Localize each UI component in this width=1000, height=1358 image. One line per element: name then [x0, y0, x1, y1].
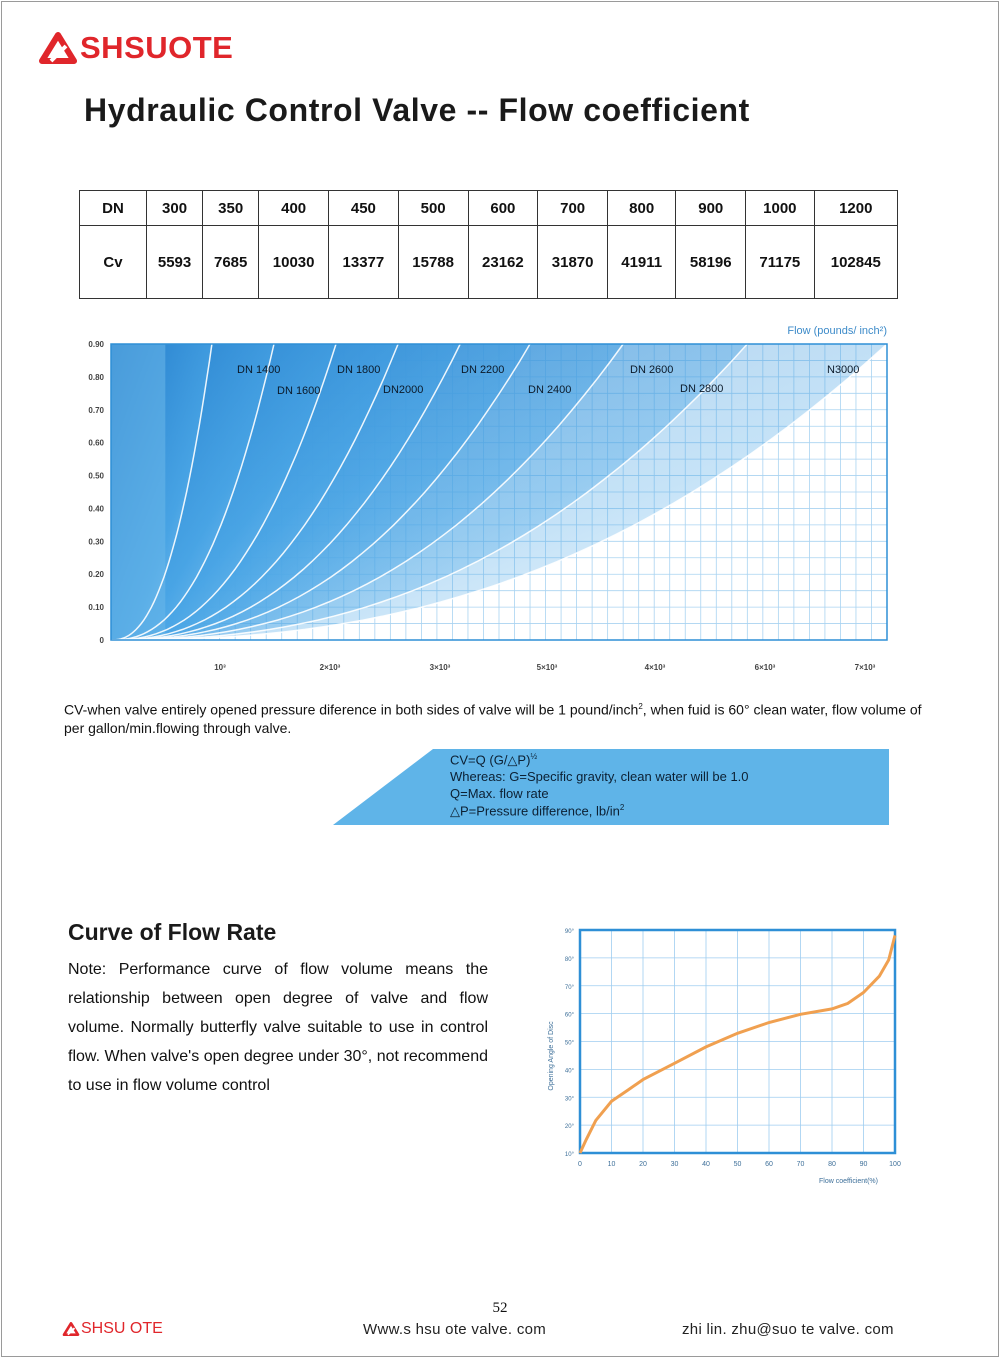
- flow-rate-x-tick: 20: [639, 1161, 647, 1168]
- flow-chart-x-tick: 2×10³: [319, 663, 341, 672]
- cv-table-cv-cell: 102845: [814, 226, 897, 299]
- brand-mark-icon: [38, 32, 78, 64]
- flow-series-label: DN 1400: [237, 364, 281, 376]
- flow-rate-y-tick: 20°: [564, 1124, 574, 1131]
- cv-table-header-cell: DN: [80, 191, 147, 226]
- footer-logo: [62, 1320, 163, 1338]
- cv-table-dn-cell: 700: [538, 191, 608, 226]
- flow-series-label: DN 2200: [461, 364, 505, 376]
- formula-expression: CV=Q (G/△P): [450, 752, 531, 768]
- curve-section-title: Curve of Flow Rate: [68, 919, 277, 945]
- flow-chart-x-tick: 3×10³: [429, 663, 451, 672]
- cv-definition-note: [64, 698, 944, 737]
- footer-brand-name: SHSU OTE: [81, 1320, 163, 1337]
- flow-rate-x-tick: 10: [607, 1161, 616, 1168]
- cv-note-text-end: , when fuid is 60° clean water, flow volume of per gallon/min.flowing through valve.: [64, 701, 922, 736]
- cv-table-dn-cell: 350: [203, 191, 259, 226]
- cv-table-dn-cell: 500: [398, 191, 468, 226]
- flow-series-label: DN 2400: [528, 384, 572, 396]
- flow-series-label: DN 2800: [680, 383, 724, 395]
- flow-rate-ylabel: Opening Angle of Disc: [548, 1021, 555, 1091]
- flow-rate-x-tick: 60: [765, 1161, 773, 1168]
- flow-rate-y-tick: 70°: [564, 984, 574, 991]
- flow-chart-x-tick: 6×10³: [754, 663, 776, 672]
- cv-table-cv-row: [80, 226, 898, 299]
- flow-rate-y-tick: 40°: [564, 1068, 574, 1075]
- flow-rate-y-tick: 50°: [564, 1040, 574, 1047]
- flow-rate-curve-chart: [545, 918, 910, 1196]
- formula-line-4: [450, 803, 624, 819]
- flow-rate-x-tick: 80: [828, 1161, 836, 1168]
- flow-chart-y-tick: 0.20: [88, 570, 104, 580]
- cv-table-cv-cell: 41911: [608, 226, 676, 299]
- cv-table-cv-cell: 71175: [746, 226, 814, 299]
- cv-table-cv-cell: 31870: [538, 226, 608, 299]
- flow-series-label: DN 1600: [277, 385, 321, 397]
- cv-table-dn-cell: 400: [259, 191, 329, 226]
- cv-table-cv-cell: 15788: [398, 226, 468, 299]
- cv-table-cv-cell: 10030: [259, 226, 329, 299]
- cv-table-dn-cell: 450: [329, 191, 399, 226]
- page-number: 52: [492, 1300, 508, 1316]
- cv-table-cv-cell: 13377: [329, 226, 399, 299]
- cv-table-cv-cell: 23162: [468, 226, 538, 299]
- brand-name: SHSUOTE: [80, 30, 234, 65]
- flow-series-label: N3000: [827, 364, 860, 376]
- flow-chart-y-tick: 0.50: [88, 471, 104, 481]
- cv-table-dn-cell: 800: [608, 191, 676, 226]
- flow-rate-x-tick: 90: [859, 1161, 868, 1168]
- formula-line-3: Q=Max. flow rate: [450, 786, 549, 801]
- flow-rate-x-tick: 100: [889, 1161, 901, 1168]
- flow-rate-y-tick: 90°: [564, 929, 574, 935]
- flow-rate-y-tick: 80°: [564, 956, 574, 963]
- flow-coefficient-chart: [65, 318, 900, 683]
- flow-chart-x-tick: 7×10³: [854, 663, 876, 672]
- footer-email: zhi lin. zhu@suo te valve. com: [682, 1321, 894, 1338]
- flow-rate-x-tick: 30: [670, 1161, 679, 1168]
- flow-chart-y-tick: 0.60: [88, 438, 104, 448]
- formula-line-1: [450, 752, 537, 768]
- cv-table-cv-cell: 5593: [147, 226, 203, 299]
- flow-rate-x-tick: 70: [796, 1161, 805, 1168]
- flow-chart-title: Flow (pounds/ inch²): [787, 325, 887, 337]
- flow-chart-x-tick: 4×10³: [644, 663, 666, 672]
- flow-series-label: DN 2600: [630, 364, 674, 376]
- footer-brand-mark-icon: [62, 1322, 80, 1336]
- curve-section-text: Note: Performance curve of flow volume means the relationship between open degree of valve and flow volume. Normally butterfly valve suitable to use in control flow. When valve's open degree under 30°, not recommend to use in flow volume control: [68, 961, 488, 1094]
- formula-line-2: Whereas: G=Specific gravity, clean water will be 1.0: [450, 769, 749, 784]
- flow-rate-y-tick: 30°: [564, 1096, 574, 1103]
- flow-chart-y-tick: 0.40: [88, 504, 104, 514]
- cv-formula-box: [333, 749, 889, 825]
- cv-table-cv-cell: 7685: [203, 226, 259, 299]
- footer-website: Www.s hsu ote valve. com: [363, 1321, 547, 1338]
- flow-rate-x-tick: 50: [733, 1161, 742, 1168]
- cv-note-sup: 2: [638, 702, 643, 711]
- formula-pressure-def: △P=Pressure difference, lb/in: [450, 803, 620, 819]
- flow-rate-y-tick: 60°: [564, 1012, 574, 1019]
- flow-chart-y-tick: 0.30: [88, 537, 104, 547]
- flow-series-label: DN 1800: [337, 364, 381, 376]
- cv-table-dn-cell: 1200: [814, 191, 897, 226]
- flow-chart-y-tick: 0.70: [88, 405, 104, 415]
- flow-series-label: DN2000: [383, 384, 424, 396]
- flow-chart-y-tick: 0.80: [88, 372, 104, 382]
- cv-table-dn-row: [80, 191, 898, 226]
- flow-rate-x-tick: 40: [702, 1161, 710, 1168]
- flow-rate-xlabel: Flow coefficient(%): [818, 1178, 878, 1185]
- cv-table: [79, 190, 898, 299]
- cv-table-dn-cell: 900: [676, 191, 746, 226]
- cv-table-dn-cell: 600: [468, 191, 538, 226]
- flow-rate-x-tick: 0: [578, 1161, 582, 1168]
- flow-chart-x-tick: 5×10³: [536, 663, 558, 672]
- formula-exponent: ½: [530, 752, 538, 761]
- page-title: Hydraulic Control Valve -- Flow coefficient: [84, 92, 750, 128]
- cv-table-cv-cell: 58196: [676, 226, 746, 299]
- flow-chart-y-tick: 0.10: [88, 603, 104, 613]
- flow-chart-y-tick: 0.90: [88, 340, 104, 349]
- flow-chart-x-tick: 10³: [214, 663, 226, 672]
- cv-table-dn-cell: 1000: [746, 191, 814, 226]
- cv-table-row-label: Cv: [80, 226, 147, 299]
- cv-note-text: CV-when valve entirely opened pressure diference in both sides of valve will be 1 pound/inch: [64, 701, 639, 718]
- brand-logo: [38, 30, 233, 66]
- formula-unit-sup: 2: [619, 803, 625, 812]
- flow-rate-y-tick: 10°: [564, 1152, 574, 1158]
- flow-chart-y-tick: 0: [99, 636, 104, 645]
- cv-table-dn-cell: 300: [147, 191, 203, 226]
